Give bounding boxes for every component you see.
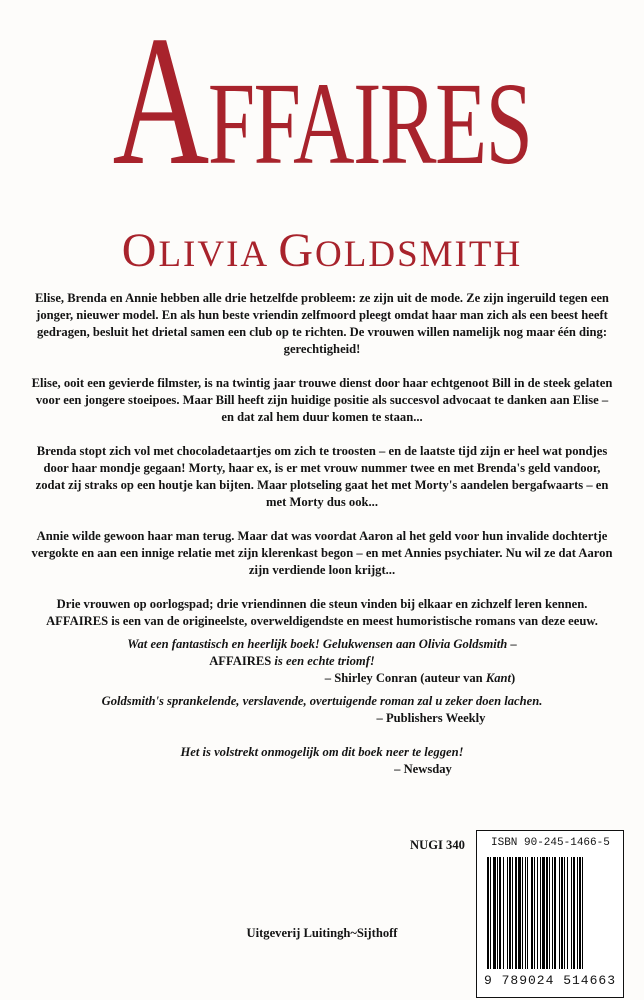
ean-number: 9 789024 514663 [483, 973, 617, 988]
book-title-rest: FFAIRES [207, 58, 532, 189]
review-quote-1-line1: Wat een fantastisch en heerlijk boek! Gelukwensen aan Olivia Goldsmith – [127, 637, 517, 651]
blurb [28, 290, 616, 647]
review-quote-1-source-title: Kant [485, 671, 512, 685]
isbn-number: ISBN 90-245-1466-5 [491, 837, 610, 849]
isbn-barcode-box [476, 830, 624, 998]
blurb-paragraph-2: Elise, ooit een gevierde filmster, is na twintig jaar trouwe dienst door haar echtgenoot Bill in de steek gelaten voor een jongere stoeipoes. Maar Bill heeft zijn huidige positie als succesvol advocaat te danken aan Elise – en dat zal hem duur komen te staan... [31, 376, 613, 424]
nugi-code: NUGI 340 [410, 838, 465, 852]
review-quote-2-text: Goldsmith's sprankelende, verslavende, overtuigende roman zal u zeker doen lachen. [101, 694, 543, 708]
publisher-name: Uitgeverij Luitingh~Sijthoff [246, 926, 398, 940]
review-quote-2-source: – Publishers Weekly [376, 711, 486, 725]
author-first-rest: LIVIA [158, 234, 279, 275]
author-initial-o: O [121, 224, 159, 277]
blurb-paragraph-4: Annie wilde gewoon haar man terug. Maar dat was voordat Aaron al het geld voor hun invalide dochtertje vergokte en aan een innige relatie met zijn klerenkast begon – en met Annies psychiater. Nu wil ze dat Aaron zijn verdiende loon krijgt... [31, 529, 613, 577]
review-quote-1-line2-text: is een echte triomf! [271, 654, 375, 668]
review-quote-3 [0, 744, 644, 778]
blurb-paragraph-1: Elise, Brenda en Annie hebben alle drie hetzelfde probleem: ze zijn uit de mode. Ze zijn ingeruild tegen een jonger, nieuwer model. En als hun beste vriendin zelfmoord pleegt omdat haar man zich als een beest heeft gedragen, besluit het drietal samen een club op te richten. De vrouwen willen namelijk nog maar één ding: gerechtigheid! [35, 291, 609, 356]
book-title [90, 0, 554, 217]
author-name [0, 226, 644, 280]
review-quote-2 [0, 693, 644, 727]
review-quote-1-source [0, 670, 644, 687]
blurb-paragraph-5: Drie vrouwen op oorlogspad; drie vriendinnen die steun vinden bij elkaar en zichzelf leren kennen. AFFAIRES is een van de origineelste, overweldigendste en meest humoristische romans van deze eeuw. [46, 597, 598, 628]
review-quote-3-text: Het is volstrekt onmogelijk om dit boek neer te leggen! [180, 745, 464, 759]
review-quote-1-line2 [0, 653, 644, 670]
review-quote-1-source-end: ) [511, 671, 516, 685]
review-quote-1 [0, 636, 644, 687]
blurb-paragraph-3: Brenda stopt zich vol met chocoladetaartjes om zich te troosten – en de laatste tijd zijn er heel wat pondjes door haar mondje gegaan! Morty, haar ex, is er met vrouw nummer twee en met Brenda's geld vandoor, zodat zij straks op een houtje kan bijten. Maar plotseling gaat het met Morty's aandelen bergafwaarts – en met Morty dus ook... [35, 444, 609, 509]
barcode-icon [487, 857, 615, 969]
review-quote-1-title: AFFAIRES [209, 654, 272, 668]
author-initial-g: G [278, 224, 316, 277]
book-title-initial: A [112, 0, 208, 204]
review-quote-3-source: – Newsday [394, 762, 452, 776]
review-quote-1-source-text: – Shirley Conran (auteur van [324, 671, 486, 685]
author-last-rest: OLDSMITH [315, 234, 523, 275]
